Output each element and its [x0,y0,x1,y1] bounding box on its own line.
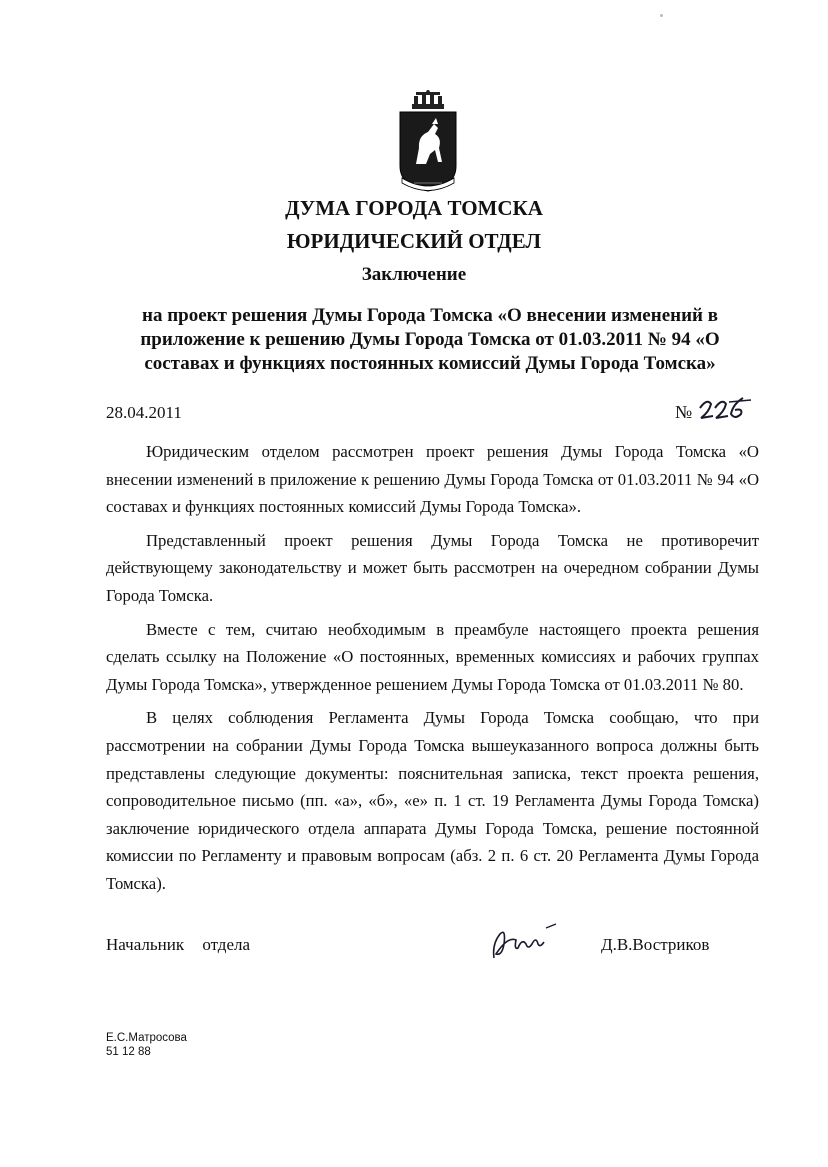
document-body [106,438,759,904]
document-date: 28.04.2011 [106,403,182,422]
paragraph: Юридическим отделом рассмотрен проект решения Думы Города Томска «О внесении изменений в приложение к решению Думы Города Томска от 01.03.2011 № 94 «О составах и функциях постоянных комиссий Думы Города Томска». [106,442,759,517]
handwritten-number [697,396,753,422]
document-number [675,396,753,423]
executor-name: Е.С.Матросова [106,1032,187,1044]
signer-name: Д.В.Востриков [601,935,710,954]
number-label: № [675,402,693,422]
department-name: ЮРИДИЧЕСКИЙ ОТДЕЛ [286,229,542,253]
tomsk-coat-of-arms-icon [392,90,464,194]
handwritten-signature-icon [484,914,562,966]
organization-name: ДУМА ГОРОДА ТОМСКА [285,196,543,220]
document-subject: на проект решения Думы Города Томска «О внесении изменений в приложение к решению Думы Города Томска от 01.03.2011 № 94 «О составах и функциях постоянных комиссий Думы Города Томска» [140,305,720,374]
executor-info [106,1031,187,1059]
paragraph: В целях соблюдения Регламента Думы Города Томска сообщаю, что при рассмотрении на собрании Думы Города Томска вышеуказанного вопроса должны быть представлены следующие документы: пояснительная записка, текст проекта решения, сопроводительное письмо (пп. «а», «б», «е» п. 1 ст. 19 Регламента Думы Города Томска) заключение юридического отдела аппарата Думы Города Томска, решение постоянной комиссии по Регламенту и правовым вопросам (абз. 2 п. 6 ст. 20 Регламента Думы Города Томска). [106,708,759,893]
executor-phone: 51 12 88 [106,1046,151,1058]
paragraph: Представленный проект решения Думы Города Томска не противоречит действующему законодательству и может быть рассмотрен на очередном собрании Думы Города Томска. [106,530,759,605]
paragraph: Вместе с тем, считаю необходимым в преамбуле настоящего проекта решения сделать ссылку на Положение «О постоянных, временных комиссиях и рабочих группах Думы Города Томска», утвержденное решением Думы Города Томска от 01.03.2011 № 80. [106,619,759,694]
document-title: Заключение [361,264,467,285]
signer-position: Начальник отдела [106,935,251,954]
scan-speck [660,14,663,17]
